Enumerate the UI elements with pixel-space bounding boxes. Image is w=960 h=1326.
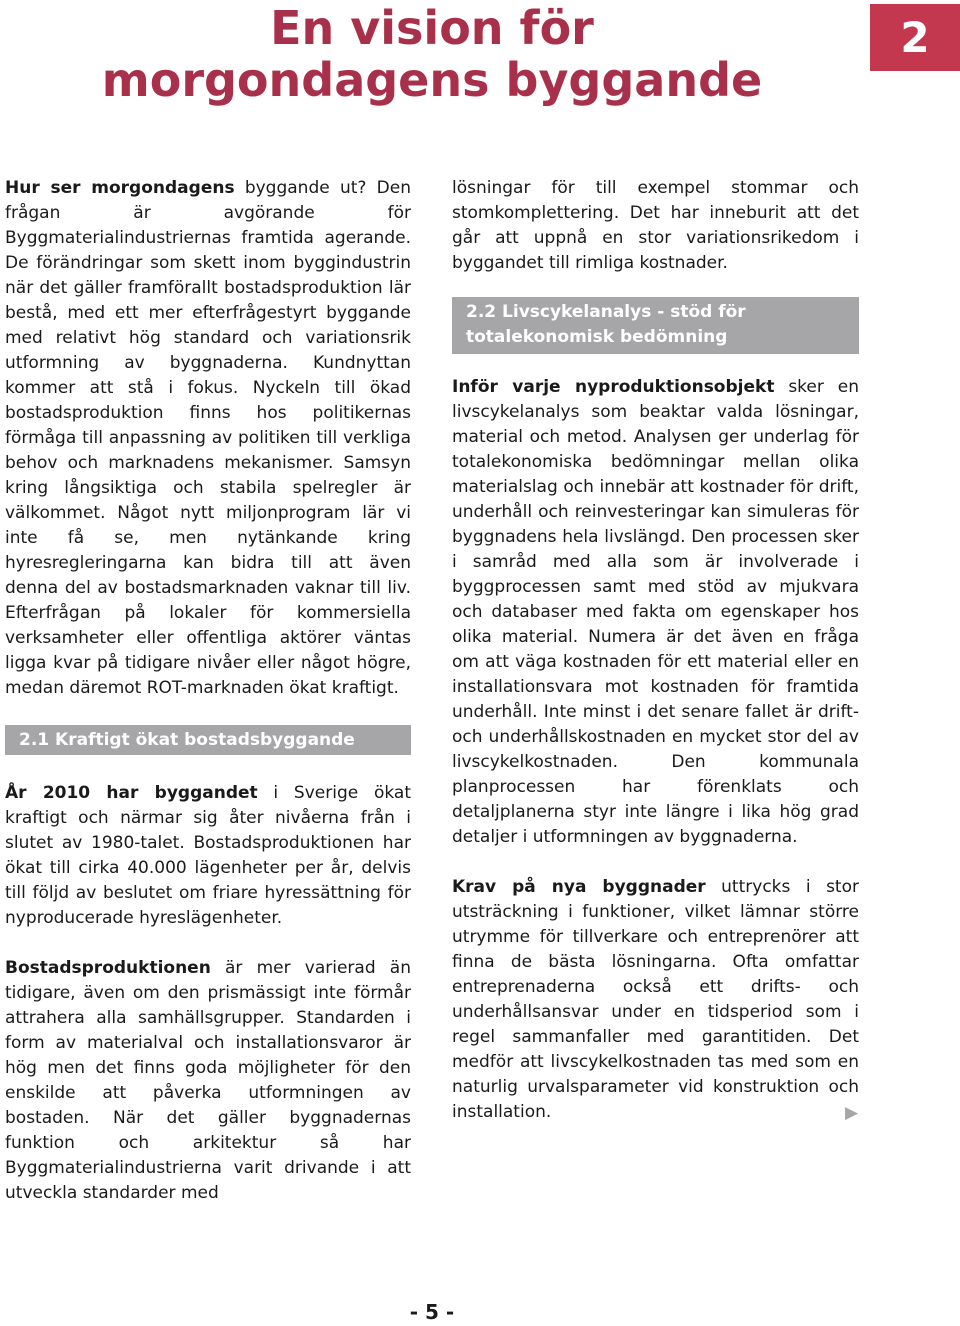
chapter-number-badge: 2 [870, 4, 960, 71]
right-column [452, 176, 859, 1125]
left-column [5, 176, 411, 1206]
paragraph-krav-lead: Krav på nya byggnader [452, 877, 706, 897]
paragraph-livscykelanalys-body: sker en livscykelanalys som beaktar valda lösningar, material och metod. Analysen ger underlag för totalekonomiska bedömningar mellan olika materialslag och innebär att kostnader för drift, underhåll och reinvesteringar kan simuleras för byggnadens hela livslängd. Den processen sker i samråd med alla som är involverade i byggprocessen samt med stöd av mjukvara och databaser med fakta om egenskaper hos olika material. Numera är det även en fråga om att väga kostnaden för ett material eller en installationsvara mot kostnaden för framtida underhåll. Inte minst i det senare fallet är drift- och underhållskostnaden en mycket stor del av livscykelkostnaden. Den kommunala planprocessen har förenklats och detaljplanerna styr inte längre i lika hög grad detaljer i utformningen av byggnaderna. [452, 377, 859, 847]
paragraph-bostadsproduktionen-lead: Bostadsproduktionen [5, 958, 211, 978]
title-line-1: En vision för [270, 1, 594, 55]
paragraph-krav [452, 875, 859, 1125]
paragraph-2010-lead: År 2010 har byggandet [5, 783, 258, 803]
paragraph-2010 [5, 781, 411, 931]
section-heading-2-1: 2.1 Kraftigt ökat bostadsbyggande [5, 725, 411, 755]
paragraph-livscykelanalys-lead: Inför varje nyproduktionsobjekt [452, 377, 775, 397]
paragraph-bostadsproduktionen [5, 956, 411, 1206]
paragraph-krav-body: uttrycks i stor utsträckning i funktioner, vilket lämnar större utrymme för tillverkare och entreprenörer att finna de bästa lösningarna. Ofta omfattar entreprenaderna också ett drifts- och underhållsansvar under en tidsperiod som i regel sammanfaller med garantitiden. Det medför att livscykelkostnaden tas med som en naturlig urvalsparameter vid konstruktion och installation. [452, 877, 859, 1122]
intro-paragraph [5, 176, 411, 701]
section-heading-2-2-line-2: totalekonomisk bedömning [466, 327, 728, 347]
paragraph-2010-body: i Sverige ökat kraftigt och närmar sig åter nivåerna från i slutet av 1980-talet. Bostadsproduktionen har ökat till cirka 40.000 lägenheter per år, delvis till följd av beslutet om friare hyressättning för nyproducerade hyreslägenheter. [5, 783, 411, 928]
page-number: - 5 - [409, 1300, 455, 1324]
paragraph-bostadsproduktionen-body: är mer varierad än tidigare, även om den prismässigt inte förmår attrahera alla samhällsgrupper. Standarden i form av materialval och installationsvaror är hög men det finns goda möjligheter för den enskilde att påverka utformningen av bostaden. När det gäller byggnadernas funktion och arkitektur så har Byggmaterialindustrierna varit drivande i att utveckla standarder med [5, 958, 411, 1203]
title-line-2: morgondagens byggande [101, 53, 763, 107]
paragraph-livscykelanalys [452, 375, 859, 850]
continue-arrow-icon: ▶ [845, 1103, 859, 1123]
intro-body: byggande ut? Den frågan är avgörande för Byggmaterialindustriernas framtida agerande. De förändringar som skett inom byggindustrin när det gäller framförallt bostadsproduktion lär bestå, med ett mer efterfrågestyrt byggande med relativt hög standard och variationsrik utformning av byggnaderna. Kundnyttan kommer att stå i fokus. Nyckeln till ökad bostadsproduktion finns hos politikernas förmåga till anpassning av politiken till verkliga behov och marknadens mekanismer. Samsyn kring långsiktiga och stabila spelregler är välkommet. Något nytt miljonprogram lär vi inte få se, men nytänkande kring hyresregleringarna kan bidra till att även denna del av bostadsmarknaden vaknar till liv. Efterfrågan på lokaler för kommersiella verksamheter eller offentliga aktörer väntas ligga kvar på tidigare nivåer eller något högre, medan däremot ROT-marknaden ökat kraftigt. [5, 178, 412, 698]
section-heading-2-2-line-1: 2.2 Livscykelanalys - stöd för [466, 302, 746, 322]
intro-lead: Hur ser morgondagens [5, 178, 235, 198]
page-title [0, 2, 864, 106]
continued-paragraph: lösningar för till exempel stommar och stomkomplettering. Det har inneburit att det går att uppnå en stor variationsrikedom i byggandet till rimliga kostnader. [452, 178, 859, 273]
section-heading-2-2 [452, 297, 859, 354]
